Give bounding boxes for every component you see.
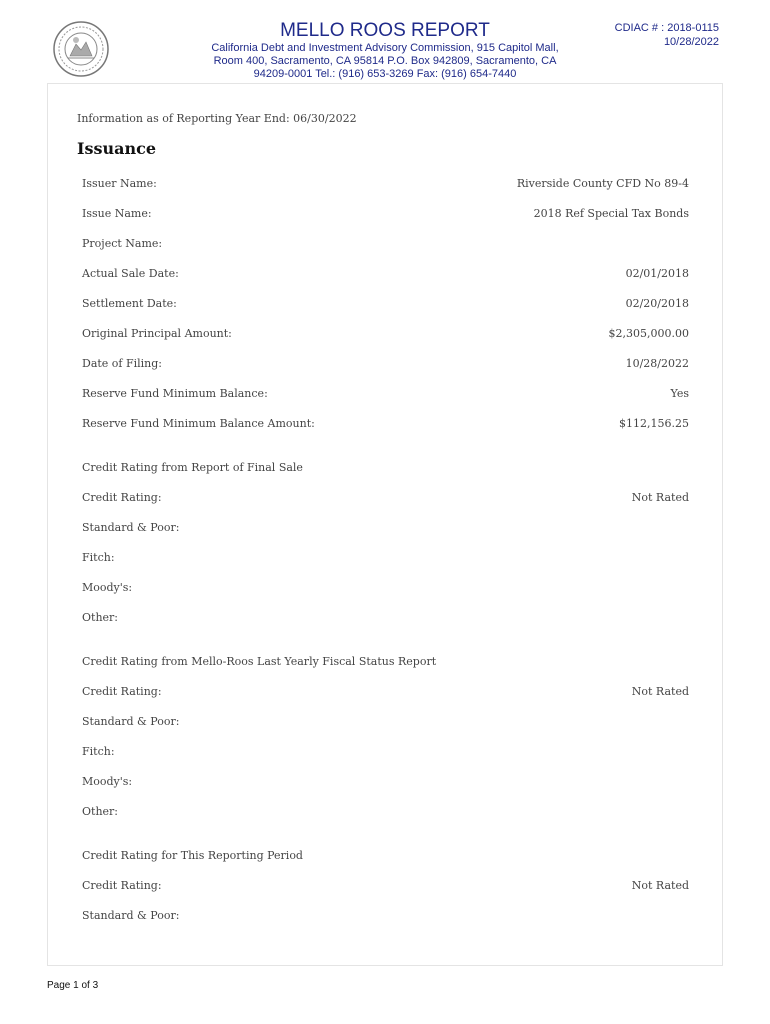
field-value: $2,305,000.00 bbox=[608, 327, 689, 340]
field-value: 02/20/2018 bbox=[625, 297, 689, 310]
field-label: Date of Filing: bbox=[82, 357, 163, 370]
field-label: Settlement Date: bbox=[82, 297, 177, 310]
rating-label: Moody's: bbox=[82, 775, 133, 788]
field-label: Project Name: bbox=[82, 237, 163, 250]
reporting-year-info: Information as of Reporting Year End: 06/30/2022 bbox=[77, 112, 357, 125]
rating-value: Not Rated bbox=[631, 685, 689, 698]
rating-value: Not Rated bbox=[631, 491, 689, 504]
report-title: MELLO ROOS REPORT bbox=[280, 20, 490, 41]
field-value: 02/01/2018 bbox=[625, 267, 689, 280]
rating-label: Standard & Poor: bbox=[82, 715, 180, 728]
rating-label: Moody's: bbox=[82, 581, 133, 594]
field-value: $112,156.25 bbox=[619, 417, 689, 430]
rating-label: Other: bbox=[82, 805, 118, 818]
rating-label: Standard & Poor: bbox=[82, 521, 180, 534]
address-line-1: California Debt and Investment Advisory Commission, 915 Capitol Mall, bbox=[211, 42, 559, 54]
cdiac-block bbox=[615, 21, 719, 49]
address-line-2: Room 400, Sacramento, CA 95814 P.O. Box 942809, Sacramento, CA bbox=[213, 55, 557, 67]
rating-label: Fitch: bbox=[82, 745, 115, 758]
state-seal-icon bbox=[52, 20, 110, 78]
rating-label: Credit Rating: bbox=[82, 685, 162, 698]
rating-label: Fitch: bbox=[82, 551, 115, 564]
page-number: Page 1 of 3 bbox=[47, 980, 99, 991]
field-label: Actual Sale Date: bbox=[82, 267, 179, 280]
address-line-3: 94209-0001 Tel.: (916) 653-3269 Fax: (916) 654-7440 bbox=[253, 68, 517, 80]
rating-label: Credit Rating: bbox=[82, 879, 162, 892]
rating-group-title: Credit Rating from Report of Final Sale bbox=[82, 461, 303, 474]
field-label: Reserve Fund Minimum Balance Amount: bbox=[82, 417, 315, 430]
field-value: 2018 Ref Special Tax Bonds bbox=[533, 207, 689, 220]
section-title: Issuance bbox=[77, 139, 157, 158]
field-label: Issue Name: bbox=[82, 207, 152, 220]
field-label: Original Principal Amount: bbox=[82, 327, 232, 340]
field-label: Issuer Name: bbox=[82, 177, 157, 190]
rating-value: Not Rated bbox=[631, 879, 689, 892]
report-date: 10/28/2022 bbox=[663, 36, 719, 48]
rating-label: Credit Rating: bbox=[82, 491, 162, 504]
rating-label: Other: bbox=[82, 611, 118, 624]
rating-group-title: Credit Rating from Mello-Roos Last Yearly Fiscal Status Report bbox=[82, 655, 437, 668]
rating-label: Standard & Poor: bbox=[82, 909, 180, 922]
field-value: Riverside County CFD No 89-4 bbox=[516, 177, 689, 190]
field-label: Reserve Fund Minimum Balance: bbox=[82, 387, 268, 400]
rating-group-title: Credit Rating for This Reporting Period bbox=[82, 849, 303, 862]
cdiac-number: CDIAC # : 2018-0115 bbox=[614, 22, 719, 34]
field-value: 10/28/2022 bbox=[625, 357, 689, 370]
field-value: Yes bbox=[670, 387, 689, 400]
